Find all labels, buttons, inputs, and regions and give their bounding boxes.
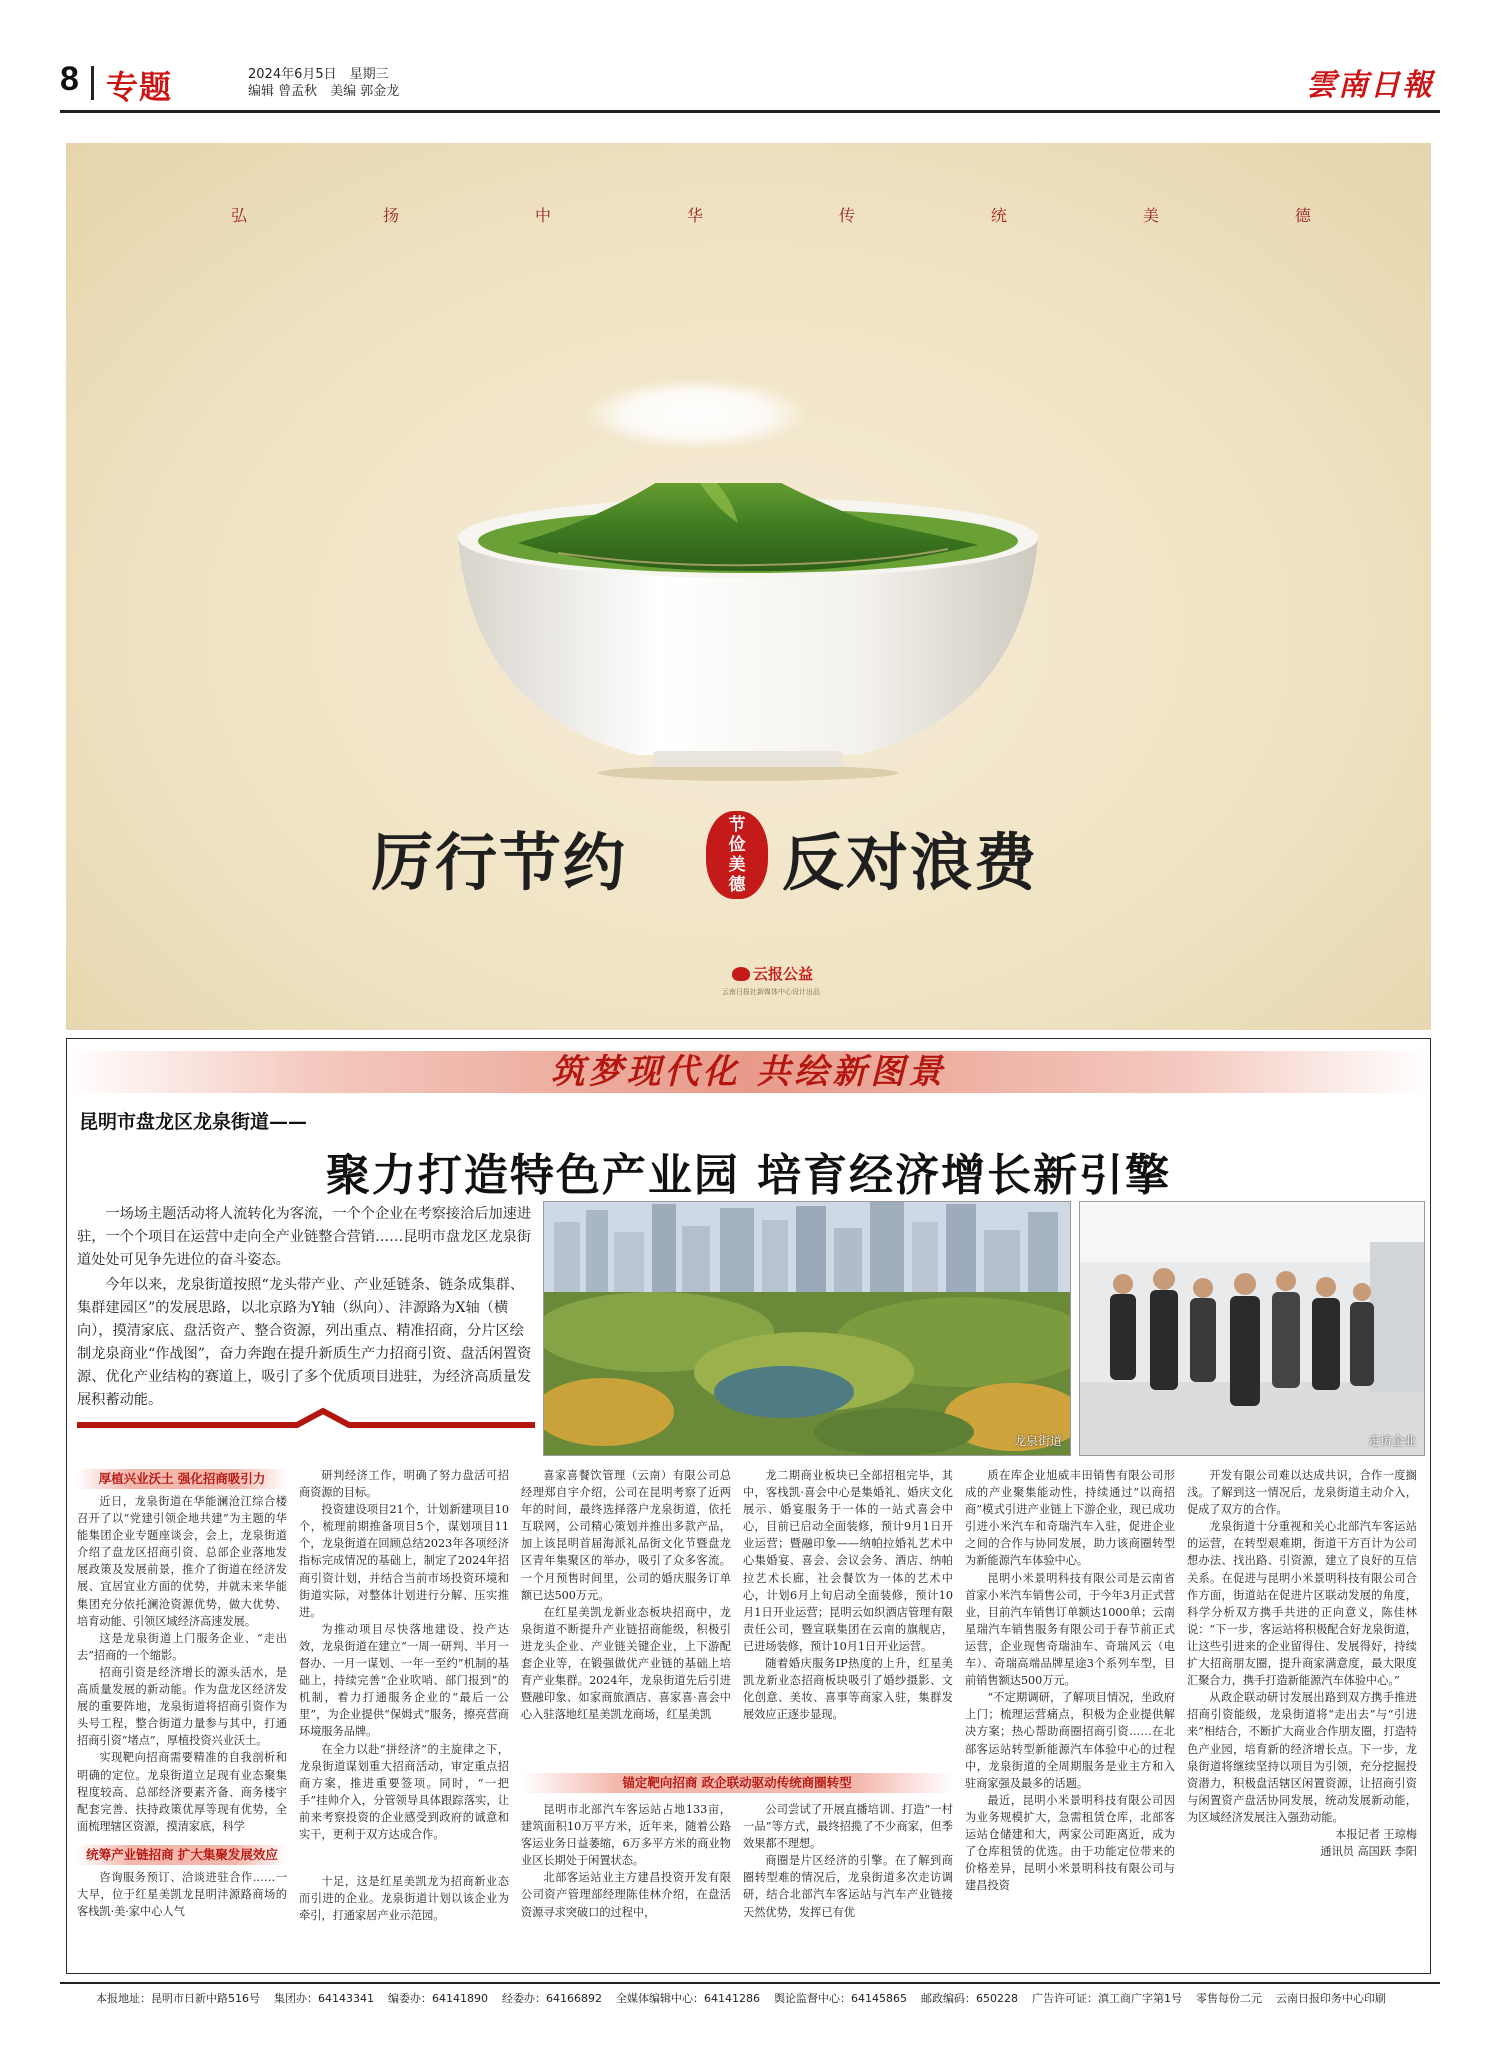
slogan-char: 中: [534, 206, 551, 225]
body-paragraph: 咨询服务预订、洽谈进驻合作……一大早，位于红星美凯龙昆明沣源路商场的客栈凯·美·家中心人气: [77, 1870, 287, 1919]
body-paragraph: 喜家喜餐饮管理（云南）有限公司总经理郑自宇介绍，公司在昆明考察了近两年的时间，最终选择落户龙泉街道，依托互联网，公司精心策划并推出多款产品，加上该昆明首届海派礼品街文化节暨盘龙区青年集聚区的举办，吸引了众多客流。一个月预售时间里，公司的婚庆服务订单额已达500万元。: [521, 1469, 731, 1602]
logo-text: 云报公益: [752, 965, 813, 983]
poster-title-right: 反对浪费: [782, 826, 1039, 899]
section-subhead: 统筹产业链招商 扩大集聚发展效应: [77, 1845, 287, 1865]
body-paragraph: 昆明小米景明科技有限公司是云南省首家小米汽车销售公司，于今年3月正式营业，目前汽车销售订单额达1000单；云南星瑞汽车销售服务有限公司于春节前正式运营，企业现售奇瑞油车、奇瑞风云（电车）、奇瑞高端品牌星途3个系列车型，目前销售额达500万元。: [965, 1571, 1175, 1688]
banner-text: 筑梦现代化 共绘新图景: [550, 1052, 947, 1092]
body-paragraph: 从政企联动研讨发展出路到双方携手推进招商引资能级，龙泉街道将“走出去”与“引进来”相结合，不断扩大商业合作朋友圈，打造特色产业园，培育新的经济增长点。下一步，龙泉街道将继续坚持以项目为引领，充分挖掘投资潜力，积极盘活辖区闲置资源，让招商引资与闲置资产盘活协同发展，统动发展新动能，为区域经济发展注入强劲动能。: [1187, 1691, 1417, 1824]
body-paragraph: “不定期调研，了解项目情况，坐政府上门；梳理运营痛点，积极为企业提供解决方案；热心帮助商圈招商引资……在北部客运站转型新能源汽车体验中心的过程中，龙泉街道的全周期服务是业主方和入驻商家强及最多的话题。: [965, 1691, 1175, 1790]
body-paragraph: 公司尝试了开展直播培训、打造“一村一品”等方式，最终招揽了不少商家，但季效果都不理想。: [743, 1803, 953, 1851]
body-paragraph: 北部客运站业主方建昌投资开发有限公司资产管理部经理陈佳林介绍，在盘活资源寻求突破口的过程中，: [521, 1871, 731, 1919]
byline: 通讯员 高国跃 李阳: [1320, 1845, 1417, 1859]
section-subhead: 锚定靶向招商 政企联动驱动传统商圈转型: [521, 1773, 953, 1793]
masthead: [60, 58, 1440, 112]
body-paragraph: 质在库企业旭威丰田销售有限公司形成的产业聚集能动性，持续通过“以商招商”模式引进产业链上下游企业，现已成功引进小米汽车和奇瑞汽车入驻，促进企业之间的合作与协同发展，助力该商圈转型为新能源汽车体验中心。: [965, 1469, 1175, 1568]
body-paragraph: 十足，这是红星美凯龙为招商新业态而引进的企业。龙泉街道计划以该企业为牵引，打通家居产业示范园。: [299, 1875, 509, 1923]
text-column: [521, 1467, 731, 1723]
imprint-footer: [60, 1982, 1440, 2006]
lead-paragraph: 今年以来，龙泉街道按照“龙头带产业、产业延链条、链条成集群、集群建园区”的发展思路，以北京路为Y轴（纵向）、沣源路为X轴（横向），摸清家底、盘活资产、整合资源，列出重点、精准招商，分片区绘制龙泉商业“作战图”，奋力奔跑在提升新质生产力招商引资、盘活闲置资源、优化产业结构的赛道上，吸引了多个优质项目进驻，为经济高质量发展积蓄动能。: [77, 1277, 532, 1408]
text-column: [743, 1467, 953, 1723]
series-banner: [67, 1043, 1430, 1101]
body-paragraph: 在红星美凯龙新业态板块招商中，龙泉街道不断提升产业链招商能级，积极引进龙头企业、产业链关键企业，上下游配套企业等，在锻强做优产业链的基础上培育产业集群。2024年，龙泉街道先后引进暨融印象、如家商旅酒店、喜家喜·喜会中心入驻落地红星美凯龙商场，红星美凯: [521, 1605, 731, 1722]
page-number: 8: [60, 60, 79, 98]
article-headline: 聚力打造特色产业园 培育经济增长新引擎: [325, 1150, 1172, 1201]
feature-article: [66, 1038, 1431, 1974]
footer-rule: [60, 1982, 1440, 1984]
imprint-postcode: 邮政编码：650228: [921, 1992, 1018, 2005]
logo-brand: [706, 963, 836, 984]
imprint-phone: 编委办：64141890: [388, 1992, 488, 2005]
imprint-phone: 全媒体编辑中心：64141286: [616, 1992, 760, 2005]
masthead-divider: [91, 66, 94, 100]
imprint-phone: 集团办：64143341: [274, 1992, 374, 2005]
seal-char: 节: [728, 815, 746, 835]
imprint-items: [60, 1990, 1440, 2006]
seal-stamp: [706, 811, 768, 899]
rice-bowl-illustration: [438, 483, 1058, 783]
public-service-poster: [66, 143, 1431, 1030]
text-column: [521, 1801, 731, 1921]
section-title: 专题: [106, 68, 173, 106]
section-subhead: 厚植兴业沃土 强化招商吸引力: [77, 1469, 287, 1489]
seal-char: 德: [728, 875, 746, 895]
body-paragraph: 随着婚庆服务IP热度的上升，红星美凯龙新业态招商板块吸引了婚纱摄影、文化创意、美妆、喜事等商家入驻，集群发展效应正逐步显现。: [743, 1657, 953, 1722]
street-aerial-photo: [543, 1201, 1071, 1456]
byline: 本报记者 王琼梅: [1335, 1827, 1417, 1841]
imprint-license: 广告许可证：滇工商广字第1号: [1032, 1992, 1182, 2005]
public-welfare-logo: [706, 963, 836, 997]
body-paragraph: 开发有限公司难以达成共识，合作一度搁浅。了解到这一情况后，龙泉街道主动介入，促成了双方的合作。: [1187, 1469, 1417, 1517]
slogan-char: 美: [1142, 206, 1159, 225]
editor-line: 编辑 曾孟秋 美编 郭金龙: [248, 84, 400, 99]
imprint-phone: 经委办：64166892: [502, 1992, 602, 2005]
body-paragraph: 商圈是片区经济的引擎。在了解到商圈转型难的情况后，龙泉街道多次走访调研，结合北部汽车客运站与汽车产业链接天然优势，发挥已有优: [743, 1854, 953, 1919]
article-body: [77, 1467, 1427, 1967]
body-paragraph: 龙泉街道十分重视和关心北部汽车客运站的运营，在转型艰难期，街道干方百计为公司想办法、找出路、引资源，建立了良好的互信关系。在促进与昆明小米景明科技有限公司合作方面，街道站在促进片区联动发展的角度，科学分析双方携手共进的正向意义，陈佳林说：“下一步，客运站将积极配合好龙泉街道，让这些引进来的企业留得住、发展得好，持续扩大招商朋友圈，提升商家满意度，最大限度汇聚合力，携手打造新能源汽车体验中心。”: [1187, 1520, 1417, 1688]
text-column: [299, 1467, 509, 1924]
text-column: [743, 1801, 953, 1921]
text-column: [965, 1467, 1175, 1894]
body-paragraph: 最近，昆明小米景明科技有限公司因为业务规模扩大，急需租赁仓库，北部客运站仓储建和大，两家公司距离近，成为了仓库租赁的优选。由于功能定位带来的价格差异，昆明小米景明科技有限公司与建昌投资: [965, 1793, 1175, 1893]
masthead-rule: [60, 110, 1440, 113]
body-paragraph: 昆明市北部汽车客运站占地133亩，建筑面积10万平方米，近年来，随着公路客运业务日益萎缩，6万多平方米的商业物业区长期处于闲置状态。: [521, 1803, 731, 1868]
article-kicker: 昆明市盘龙区龙泉街道——: [79, 1111, 308, 1133]
text-column: [1187, 1467, 1417, 1860]
city-park-image: [544, 1202, 1071, 1456]
body-paragraph: 近日，龙泉街道在华能澜沧江综合楼召开了以“党建引领企地共建”为主题的华能集团企业专题座谈会，会上，龙泉街道介绍了盘龙区招商引资、总部企业落地发展政策及发展前景，推介了街道在经济发展、宜居宜业方面的优势，并就未来华能集团充分依托澜沧资源优势，做大优势、培育动能、引领区域经济高速发展。: [77, 1495, 287, 1628]
imprint-address: 本报地址：昆明市日新中路516号: [96, 1992, 260, 2005]
body-paragraph: 投资建设项目21个，计划新建项目10个，梳理前期推备项目5个，谋划项目11个，龙泉街道在回顾总结2023年各项经济指标完成情况的基础上，制定了2024年招商引资计划，并结合当前市场投资环境和街道实际，对整体计划进行分解、压实推进。: [299, 1503, 509, 1619]
date-line: 2024年6月5日 星期三: [248, 67, 389, 82]
photo-caption: 龙泉街道: [1013, 1434, 1062, 1448]
lead-paragraph: 一场场主题活动将人流转化为客流，一个个企业在考察接洽后加速进驻，一个个项目在运营中走向全产业链整合营销……昆明市盘龙区龙泉街道处处可见争先进位的奋斗姿态。: [77, 1206, 532, 1268]
company-visit-photo: [1079, 1201, 1425, 1456]
poster-title-left: 厉行节约: [371, 826, 628, 899]
body-paragraph: 实现靶向招商需要精准的自我剖析和明确的定位。龙泉街道立足现有业态聚集程度较高、总部经济要素齐备、商务楼宇配套完善、扶持政策优厚等现有优势，全面梳理辖区资源，摸清家底，科学: [77, 1751, 287, 1833]
slogan-char: 华: [686, 206, 703, 225]
body-paragraph: 招商引资是经济增长的源头活水，是高质量发展的新动能。作为盘龙区经济发展的重要阵地，龙泉街道将招商引资作为头号工程，整合街道力量参与其中，打通招商引资“堵点”，厚植投资兴业沃土。: [77, 1665, 287, 1748]
visit-scene-image: [1080, 1202, 1425, 1456]
slogan-char: 传: [838, 206, 855, 225]
poster-title: [66, 783, 1431, 903]
newspaper-logo: 雲南日報: [1306, 68, 1434, 103]
imprint-phone: 舆论监督中心：64145865: [774, 1992, 907, 2005]
article-lead: [77, 1203, 535, 1414]
imprint-price: 零售每份二元: [1196, 1992, 1262, 2005]
poster-slogan: [231, 203, 1311, 226]
body-paragraph: 龙二期商业板块已全部招租完毕，其中，客栈凯·喜会中心是集婚礼、婚庆文化展示、婚宴服务于一体的一站式喜会中心，目前已启动全面装修，预计9月1日开业运营；暨融印象——纳帕拉婚礼艺术中心集婚宴、喜会、会议会务、酒店、纳帕拉艺术长廊，社会餐饮为一体的艺术中心，计划6月上旬启动全面装修，预计10月1日开业运营；昆明云如织酒店管理有限责任公司，暨宣联集团在云南的旗舰店，已进场装修，预计10月1日开业运营。: [743, 1469, 953, 1653]
seal-char: 美: [728, 855, 746, 875]
body-paragraph: 研判经济工作，明确了努力盘活可招商资源的目标。: [299, 1469, 509, 1500]
heart-icon: [732, 967, 750, 981]
cloud-illustration: [586, 379, 806, 449]
seal-char: 俭: [728, 835, 746, 855]
slogan-char: 扬: [382, 206, 399, 225]
masthead-meta: [248, 66, 399, 100]
text-column: [77, 1467, 287, 1920]
imprint-printer: 云南日报印务中心印刷: [1276, 1992, 1386, 2005]
photo-caption: 走访企业: [1367, 1434, 1416, 1448]
slogan-char: 弘: [231, 206, 248, 225]
body-paragraph: 在全力以赴“拼经济”的主旋律之下，龙泉街道谋划重大招商活动，审定重点招商方案，推进重要签项。同时，“一把手”挂帅介入，分管领导具体跟踪落实，让前来考察投资的企业感受到政府的诚意和实干，更利于双方达成合作。: [299, 1742, 509, 1841]
slogan-char: 德: [1294, 206, 1311, 225]
logo-credit: 云南日报社新媒体中心设计出品: [722, 988, 820, 996]
body-paragraph: 为推动项目尽快落地建设、投产达效，龙泉街道在建立“一周一研判、半月一督办、一月一谋划、一年一至约”机制的基础上，持续完善“企业吹哨、部门报到”的机制，着力打通服务企业的“最后一公里”，为企业提供“保姆式”服务，擦亮营商环境服务品牌。: [299, 1622, 509, 1739]
slogan-char: 统: [990, 206, 1007, 225]
lead-arrow-decoration: [77, 1407, 535, 1429]
body-paragraph: 这是龙泉街道上门服务企业、“走出去”招商的一个缩影。: [77, 1631, 287, 1662]
